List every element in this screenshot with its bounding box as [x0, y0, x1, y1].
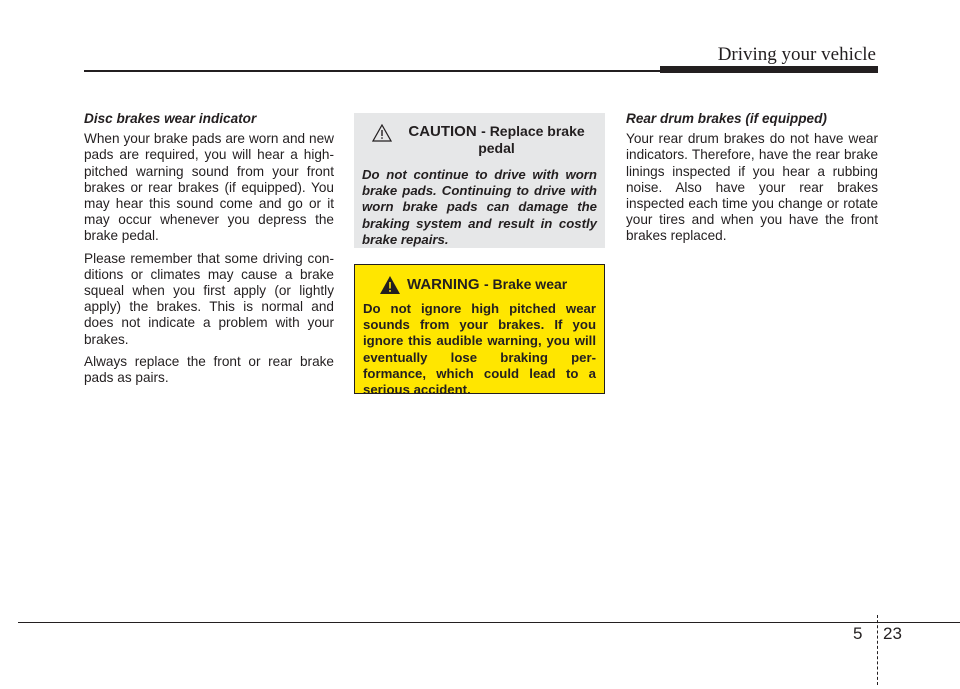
right-column [626, 111, 878, 251]
warning-triangle-icon [379, 275, 401, 295]
warning-title [407, 276, 567, 294]
footer-rule [18, 622, 960, 623]
paragraph: Please remember that some driving con-ditions or climates may cause a brake squeal when you first apply (or lightly apply) the brakes. This is normal and does not indicate a problem with your brakes. [84, 250, 334, 347]
warning-header [363, 275, 596, 295]
caution-label: CAUTION [408, 123, 477, 140]
footer-divider [877, 615, 878, 685]
warning-label: WARNING [407, 276, 480, 293]
chapter-number: 5 [853, 624, 863, 643]
page-number: 23 [883, 624, 902, 643]
paragraph: When your brake pads are worn and new pads are required, you will hear a high-pitched warning sound from your front brakes or rear brakes (if equipped). You may hear this sound come and go or it may occur whenever you depress the brake pedal. [84, 131, 334, 244]
header-rule-accent [660, 66, 878, 73]
paragraph: Your rear drum brakes do not have wear indicators. Therefore, have the rear brake linings inspected if you hear a rubbing noise. Also have your rear brakes inspected each time you change or rotate your tires and when you have the front brakes replaced. [626, 131, 878, 244]
caution-header [362, 123, 597, 157]
caution-box [354, 113, 605, 248]
paragraph: Always replace the front or rear brake pads as pairs. [84, 353, 334, 386]
caution-triangle-icon [372, 124, 392, 142]
left-column [84, 111, 334, 392]
warning-subtitle: - Brake wear [483, 276, 568, 292]
caution-subtitle: - Replace brake pedal [478, 123, 585, 156]
warning-box [354, 264, 605, 398]
header-rule [84, 70, 660, 72]
page-header-title: Driving your vehicle [717, 44, 876, 65]
section-heading-rear-drum-brakes: Rear drum brakes (if equipped) [626, 111, 827, 126]
caution-body: Do not continue to drive with worn brake pads. Continuing to drive with worn brake pads can damage the braking system and result in costly brake repairs. [362, 167, 597, 247]
warning-body: Do not ignore high pitched wear sounds from your brakes. If you ignore this audible warning, you will eventually lose braking per-formance, which could lead to a serious accident. [363, 301, 596, 398]
section-heading-disc-brakes: Disc brakes wear indicator [84, 111, 257, 126]
caution-title [396, 123, 597, 157]
